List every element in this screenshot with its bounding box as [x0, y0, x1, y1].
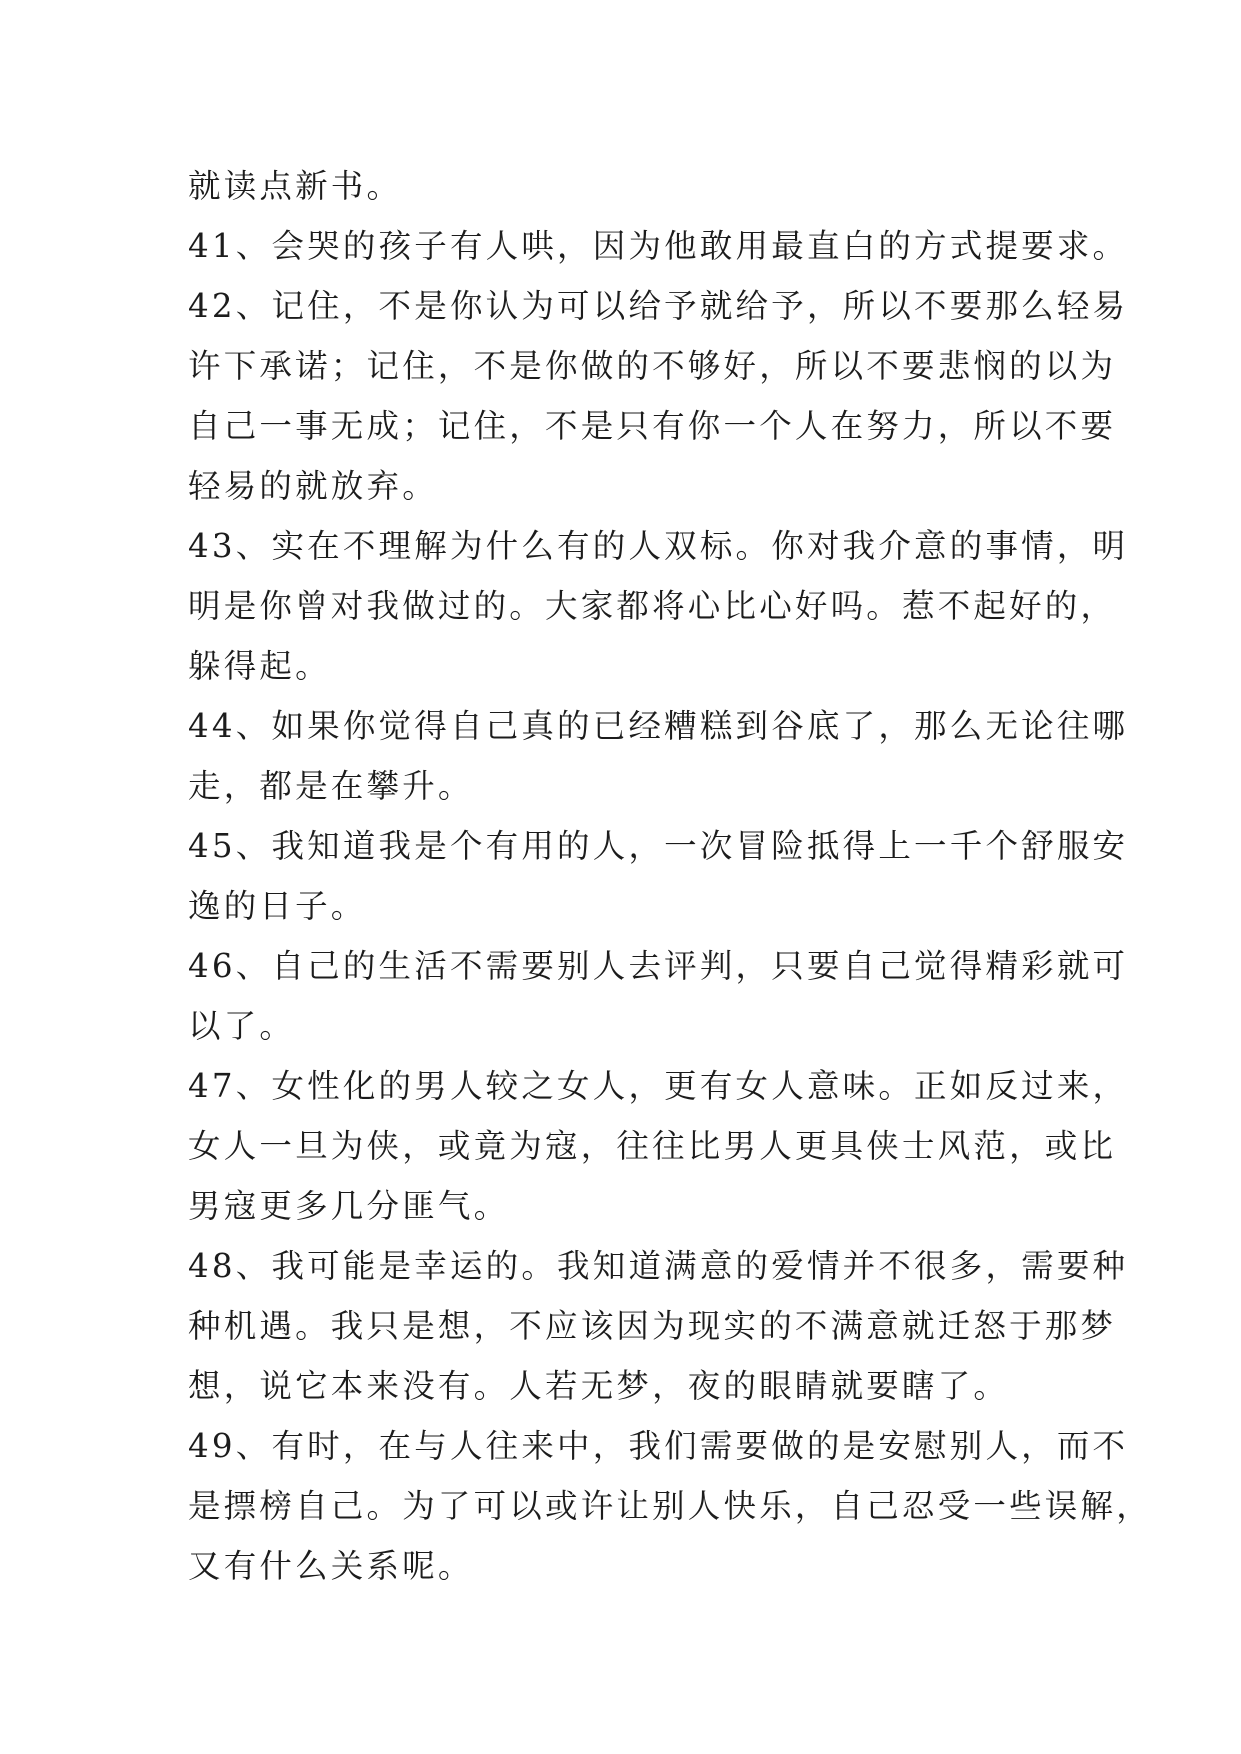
text-line: 走，都是在攀升。 [188, 767, 474, 805]
paragraph-43 [188, 516, 1129, 696]
text-line: 44、如果你觉得自己真的已经糟糕到谷底了，那么无论往哪 [188, 707, 1129, 745]
text-line: 47、女性化的男人较之女人，更有女人意味。正如反过来， [188, 1067, 1129, 1105]
text-line: 41、会哭的孩子有人哄，因为他敢用最直白的方式提要求。 [188, 227, 1129, 265]
paragraph-48 [188, 1236, 1129, 1416]
text-line: 逸的日子。 [188, 887, 367, 925]
text-line: 男寇更多几分匪气。 [188, 1187, 510, 1225]
text-line: 42、记住，不是你认为可以给予就给予，所以不要那么轻易 [188, 287, 1129, 325]
text-line: 以了。 [188, 1007, 296, 1045]
text-line: 就读点新书。 [188, 167, 403, 205]
text-line: 明是你曾对我做过的。大家都将心比心好吗。惹不起好的， [188, 587, 1117, 625]
paragraph-41 [188, 216, 1129, 276]
text-line: 轻易的就放弃。 [188, 467, 438, 505]
paragraph-46 [188, 936, 1129, 1056]
text-line: 是摽榜自己。为了可以或许让别人快乐，自己忍受一些误解， [188, 1487, 1152, 1525]
document-body [188, 156, 1152, 1596]
text-line: 女人一旦为侠，或竟为寇，往往比男人更具侠士风范，或比 [188, 1127, 1117, 1165]
paragraph-49 [188, 1416, 1152, 1596]
text-line: 43、实在不理解为什么有的人双标。你对我介意的事情，明 [188, 527, 1129, 565]
paragraph-45 [188, 816, 1129, 936]
paragraph [188, 156, 1068, 216]
text-line: 46、自己的生活不需要别人去评判，只要自己觉得精彩就可 [188, 947, 1129, 985]
text-line: 想，说它本来没有。人若无梦，夜的眼睛就要瞎了。 [188, 1367, 1010, 1405]
text-line: 躲得起。 [188, 647, 331, 685]
paragraph-44 [188, 696, 1129, 816]
text-line: 48、我可能是幸运的。我知道满意的爱情并不很多，需要种 [188, 1247, 1129, 1285]
text-line: 45、我知道我是个有用的人，一次冒险抵得上一千个舒服安 [188, 827, 1129, 865]
text-line: 种机遇。我只是想，不应该因为现实的不满意就迁怒于那梦 [188, 1307, 1117, 1345]
paragraph-47 [188, 1056, 1129, 1236]
paragraph-42 [188, 276, 1129, 516]
text-line: 49、有时，在与人往来中，我们需要做的是安慰别人，而不 [188, 1427, 1129, 1465]
text-line: 许下承诺；记住，不是你做的不够好，所以不要悲悯的以为 [188, 347, 1117, 385]
text-line: 自己一事无成；记住，不是只有你一个人在努力，所以不要 [188, 407, 1117, 445]
text-line: 又有什么关系呢。 [188, 1547, 474, 1585]
